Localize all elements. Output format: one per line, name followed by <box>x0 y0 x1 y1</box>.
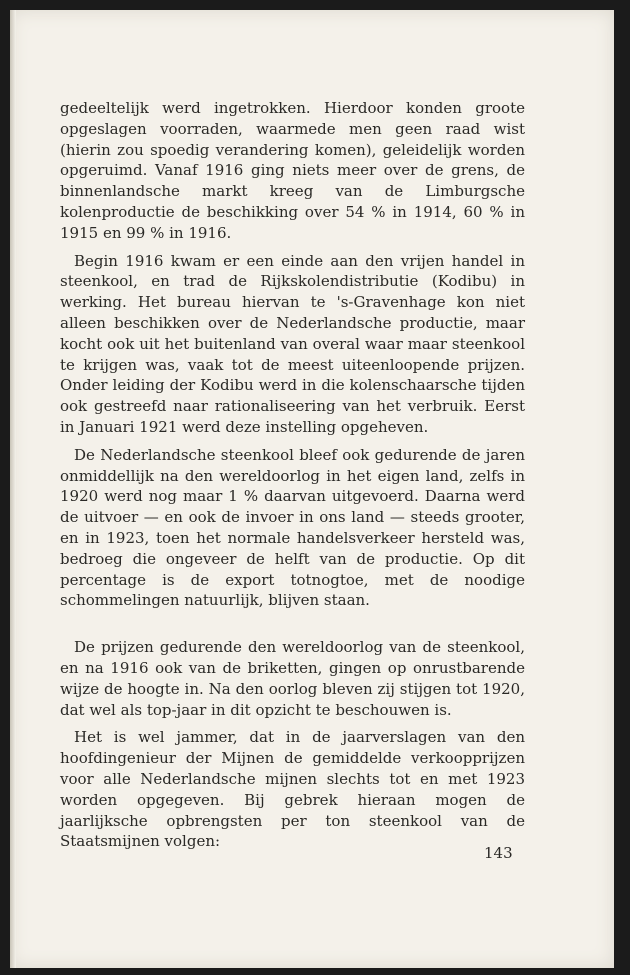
page-gutter <box>10 10 16 968</box>
book-page <box>10 10 614 968</box>
paragraph-kodibu: Begin 1916 kwam er een einde aan den vrijen handel in steenkool, en trad de Rijkskolendistributie (Kodibu) in werking. Het bureau hiervan te 's-Gravenhage kon niet alleen beschikken over de Nederlandsche productie, maar kocht ook uit het buitenland van overal waar maar steenkool te krijgen was, vaak tot de meest uiteenloopende prijzen. Onder leiding der Kodibu werd in die kolenschaarsche tijden ook gestreefd naar rationaliseering van het verbruik. Eerst in Januari 1921 werd deze instelling opgeheven. <box>60 251 525 436</box>
paragraph-annual-reports: Het is wel jammer, dat in de jaarverslagen van den hoofdingenieur der Mijnen de gemiddelde verkoopprijzen voor alle Nederlandsche mijnen slechts tot en met 1923 worden opgegeven. Bij gebrek hieraan mogen de jaarlijksche opbrengsten per ton steenkool van de Staatsmijnen volgen: <box>60 728 525 851</box>
paragraph-prices: De prijzen gedurende den wereldoorlog van de steenkool, en na 1916 ook van de briketten, gingen op onrustbarende wijze de hoogte in. Na den oorlog bleven zij stijgen tot 1920, dat wel als top-jaar in dit opzicht te beschouwen is. <box>60 638 525 719</box>
body-text <box>60 98 525 859</box>
paragraph-continued: gedeeltelijk werd ingetrokken. Hierdoor konden groote opgeslagen voorraden, waarmede men geen raad wist (hierin zou spoedig verandering komen), geleidelijk worden opgeruimd. Vanaf 1916 ging niets meer over de grens, de binnenlandsche markt kreeg van de Limburgsche kolenproductie de beschikking over 54 % in 1914, 60 % in 1915 en 99 % in 1916. <box>60 99 525 242</box>
paragraph-export: De Nederlandsche steenkool bleef ook gedurende de jaren onmiddellijk na den wereldoorlog in het eigen land, zelfs in 1920 werd nog maar 1 % daarvan uitgevoerd. Daarna werd de uitvoer — en ook de invoer in ons land — steeds grooter, en in 1923, toen het normale handelsverkeer hersteld was, bedroeg die ongeveer de helft van de productie. Op dit percentage is de export totnogtoe, met de noodige schommelingen natuurlijk, blijven staan. <box>60 445 525 610</box>
page-number: 143 <box>484 844 513 862</box>
